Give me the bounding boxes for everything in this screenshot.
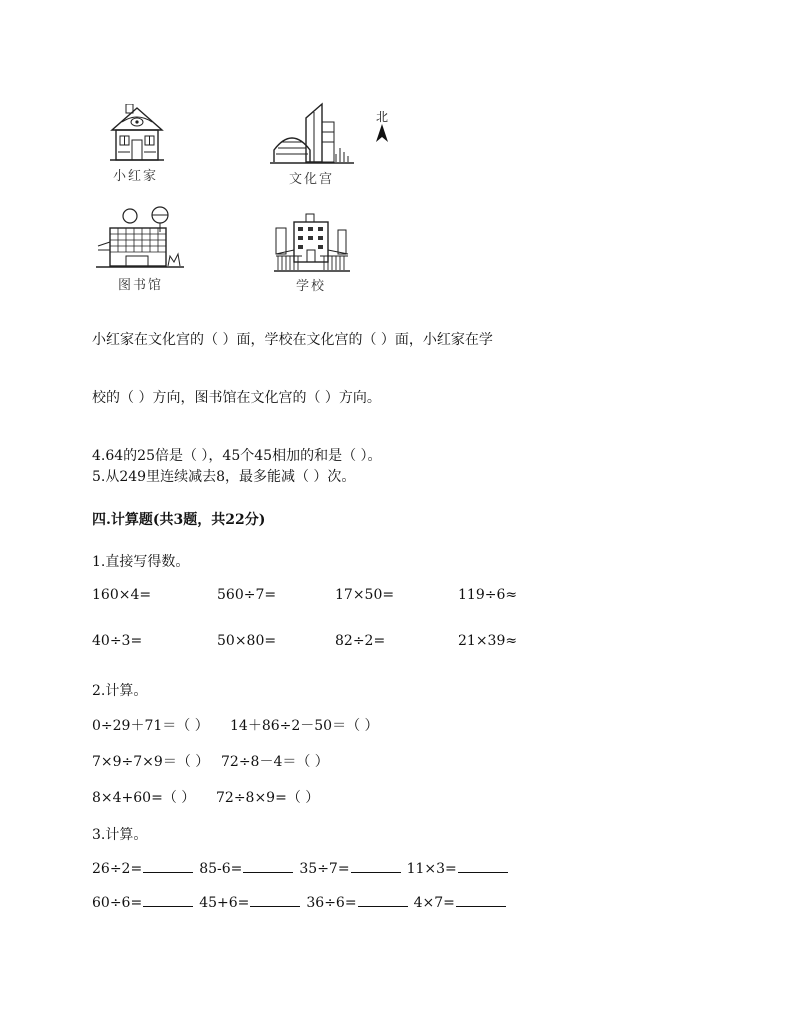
- home-caption: 小红家: [113, 169, 159, 184]
- question5: 5.从249里连续减去8，最多能减（ ）次。: [92, 469, 356, 485]
- problem1-item: 160×4=: [92, 587, 152, 603]
- answer-blank[interactable]: [351, 860, 401, 873]
- answer-blank[interactable]: [456, 894, 506, 907]
- library-caption: 图书馆: [118, 278, 164, 293]
- school-caption: 学校: [296, 279, 327, 294]
- answer-blank[interactable]: [458, 860, 508, 873]
- school-picture: [272, 212, 356, 276]
- problem1-item: 119÷6≈: [458, 587, 518, 603]
- culture-palace-caption: 文化宫: [289, 172, 335, 187]
- problem1-item: 560÷7=: [217, 587, 277, 603]
- problem1-item: 40÷3=: [92, 633, 143, 649]
- problem3-item: 4×7=: [413, 895, 455, 911]
- problem1-title: 1.直接写得数。: [92, 554, 190, 570]
- problem3-item: 11×3=: [406, 861, 457, 877]
- problem3-row: [92, 860, 514, 877]
- culture-palace-picture: [270, 102, 354, 166]
- answer-blank[interactable]: [250, 894, 300, 907]
- problem1-item: 21×39≈: [458, 633, 518, 649]
- problem3-item: 85-6=: [199, 861, 243, 877]
- library-picture: [96, 206, 184, 272]
- problem2-item: 7×9÷7×9＝（ ）: [92, 754, 210, 770]
- answer-blank[interactable]: [358, 894, 408, 907]
- answer-blank[interactable]: [143, 860, 193, 873]
- problem2-item: 14＋86÷2－50＝（ ）: [230, 718, 379, 734]
- question3-line2: 校的（ ）方向，图书馆在文化宫的（ ）方向。: [92, 390, 381, 406]
- problem3-item: 35÷7=: [299, 861, 350, 877]
- problem1-item: 50×80=: [217, 633, 277, 649]
- problem1-item: 17×50=: [335, 587, 395, 603]
- problem3-title: 3.计算。: [92, 827, 148, 843]
- problem2-title: 2.计算。: [92, 683, 148, 699]
- problem2-item: 0÷29＋71＝（ ）: [92, 718, 209, 734]
- problem3-item: 60÷6=: [92, 895, 143, 911]
- problem2-item: 8×4+60=（ ）: [92, 790, 196, 806]
- north-label: 北: [376, 110, 389, 124]
- question3-line1: 小红家在文化宫的（ ）面，学校在文化宫的（ ）面，小红家在学: [92, 332, 493, 348]
- section-title: 四.计算题(共3题，共22分): [92, 512, 266, 528]
- problem1-item: 82÷2=: [335, 633, 386, 649]
- problem2-item: 72÷8－4＝（ ）: [221, 754, 329, 770]
- problem3-row: [92, 894, 512, 911]
- question4: 4.64的25倍是（ ），45个45相加的和是（ ）。: [92, 448, 382, 464]
- problem3-item: 26÷2=: [92, 861, 143, 877]
- problem2-item: 72÷8×9=（ ）: [216, 790, 320, 806]
- answer-blank[interactable]: [143, 894, 193, 907]
- problem3-item: 45+6=: [199, 895, 250, 911]
- problem3-item: 36÷6=: [306, 895, 357, 911]
- answer-blank[interactable]: [243, 860, 293, 873]
- home-picture: [104, 104, 170, 164]
